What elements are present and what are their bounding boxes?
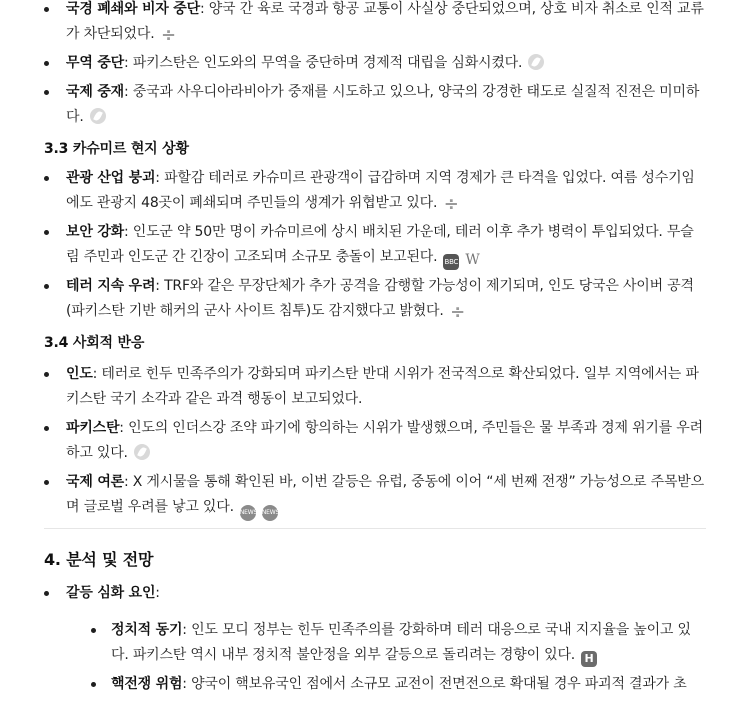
item-label: 핵전쟁 위험	[111, 676, 183, 692]
list-item	[0, 220, 740, 270]
item-label: 국제 여론	[66, 474, 124, 490]
list-item	[0, 80, 740, 130]
item-text: : 테러로 힌두 민족주의가 강화되며 파키스탄 반대 시위가 전국적으로 확산되었다. 일부 지역에서는 파키스탄 국기 소각과 같은 과격 행동이 보고되었다.	[66, 366, 699, 407]
list-item	[0, 618, 740, 668]
section-3-4-list	[0, 362, 740, 525]
top-bullet-list	[0, 0, 740, 134]
item-label: 정치적 동기	[111, 622, 183, 638]
item-label: 보안 강화	[66, 224, 124, 240]
source-divide-icon[interactable]: ÷	[450, 302, 466, 323]
source-divide-icon[interactable]: ÷	[443, 194, 459, 215]
list-item	[0, 362, 740, 412]
section-divider	[44, 528, 706, 529]
section-3-3-list	[0, 166, 740, 328]
source-wikipedia-icon[interactable]: W	[465, 252, 480, 268]
section-heading-4: 4. 분석 및 전망	[44, 550, 154, 569]
list-item	[0, 274, 740, 324]
item-text: :	[155, 585, 160, 601]
section-4-list	[0, 581, 740, 610]
item-text: : 파키스탄은 인도와의 무역을 중단하며 경제적 대립을 심화시켰다.	[123, 55, 523, 71]
item-label: 갈등 심화 요인	[66, 585, 156, 601]
item-label: 국제 중재	[66, 84, 124, 100]
source-leaf-icon[interactable]	[528, 54, 544, 70]
item-label: 관광 산업 붕괴	[66, 170, 156, 186]
item-text: : X 게시물을 통해 확인된 바, 이번 갈등은 유럽, 중동에 이어 “세 번째 전쟁” 가능성으로 주목받으며 글로벌 우려를 낳고 있다.	[66, 474, 704, 515]
section-heading-3-3: 3.3 카슈미르 현지 상황	[44, 141, 189, 157]
item-text: : 파할감 테러로 카슈미르 관광객이 급감하며 지역 경제가 큰 타격을 입었다. 여름 성수기임에도 관광지 48곳이 폐쇄되며 주민들의 생계가 위협받고 있다.	[66, 170, 695, 211]
section-heading-3-4: 3.4 사회적 반응	[44, 335, 145, 351]
source-divide-icon[interactable]: ÷	[161, 25, 176, 46]
item-label: 인도	[66, 366, 93, 382]
source-leaf-icon[interactable]	[134, 444, 150, 460]
list-item	[0, 51, 740, 76]
item-text: : 양국이 핵보유국인 점에서 소규모 교전이 전면전으로 확대될 경우 파괴적 결과가 초	[182, 676, 687, 692]
source-h-icon[interactable]: H	[581, 651, 597, 667]
item-text: : 양국 간 육로 국경과 항공 교통이 사실상 중단되었으며, 상호 비자 취소로 인적 교류가 차단되었다.	[66, 1, 704, 42]
list-item	[0, 416, 740, 466]
list-item	[0, 581, 740, 606]
item-label: 국경 폐쇄와 비자 중단	[66, 1, 200, 17]
source-news-icon[interactable]: NEWS	[240, 505, 256, 521]
list-item	[0, 166, 740, 216]
item-text: : 중국과 사우디아라비아가 중재를 시도하고 있으나, 양국의 강경한 태도로 실질적 진전은 미미하다.	[66, 84, 700, 125]
item-text: : TRF와 같은 무장단체가 추가 공격을 감행할 가능성이 제기되며, 인도 당국은 사이버 공격(파키스탄 기반 해커의 군사 사이트 침투)도 감지했다고 밝혔다.	[66, 278, 694, 319]
item-text: : 인도의 인더스강 조약 파기에 항의하는 시위가 발생했으며, 주민들은 물 부족과 경제 위기를 우려하고 있다.	[66, 420, 703, 461]
item-text: : 인도군 약 50만 명이 카슈미르에 상시 배치된 가운데, 테러 이후 추가 병력이 투입되었다. 무슬림 주민과 인도군 간 긴장이 고조되며 소규모 충돌이 보고된다.	[66, 224, 694, 265]
list-item	[0, 0, 740, 47]
list-item	[0, 470, 740, 521]
item-label: 테러 지속 우려	[66, 278, 156, 294]
section-4-nested-list	[0, 618, 740, 701]
source-news-icon[interactable]: NEWS	[262, 505, 278, 521]
source-leaf-icon[interactable]	[90, 108, 106, 124]
item-label: 무역 중단	[66, 55, 124, 71]
source-bbc-icon[interactable]: BBC	[443, 254, 459, 270]
item-text: : 인도 모디 정부는 힌두 민족주의를 강화하며 테러 대응으로 국내 지지율을 높이고 있다. 파키스탄 역시 내부 정치적 불안정을 외부 갈등으로 돌리려는 경향이 있다.	[111, 622, 691, 663]
item-label: 파키스탄	[66, 420, 120, 436]
list-item	[0, 672, 740, 697]
